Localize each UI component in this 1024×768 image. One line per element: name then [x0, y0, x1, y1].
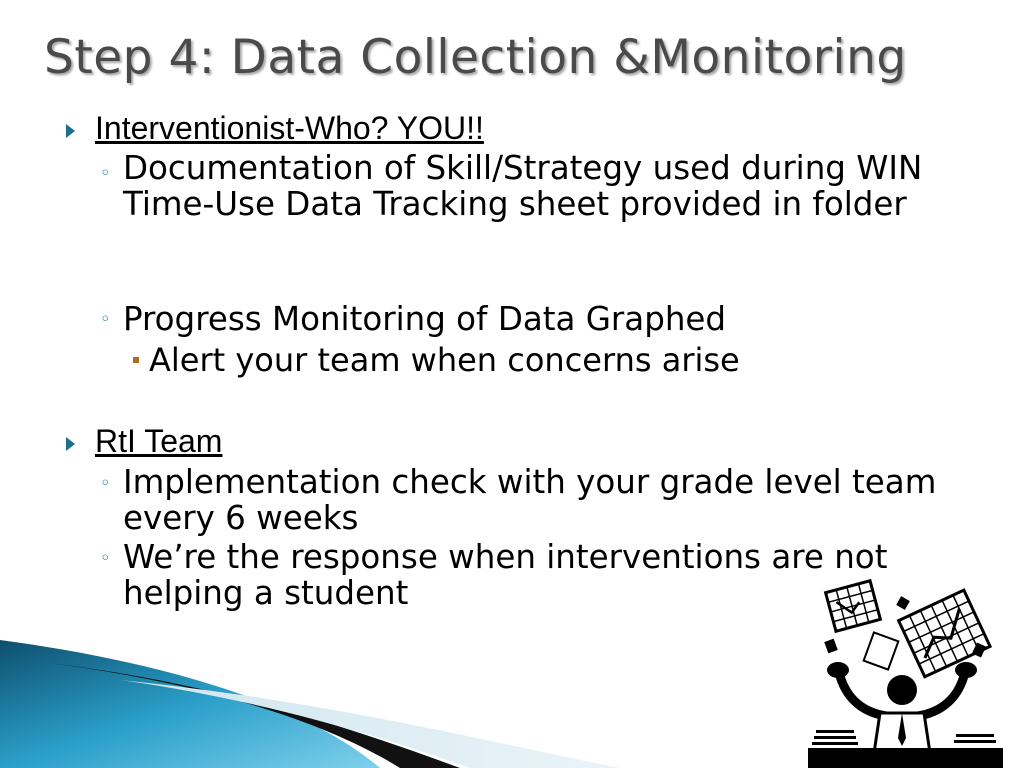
ring-bullet-icon: ◦	[100, 163, 111, 184]
ring-bullet-icon: ◦	[100, 473, 111, 494]
decorative-swoosh	[0, 640, 620, 768]
juggling-papers-person-clipart	[808, 578, 1003, 768]
slide-title: Step 4: Data Collection &Monitoring	[44, 30, 907, 85]
section-heading-rti-team: RtI Team	[95, 423, 223, 459]
square-bullet-icon	[133, 357, 139, 363]
ring-bullet-icon: ◦	[100, 309, 111, 330]
triangle-arrow-icon	[66, 437, 75, 451]
triangle-arrow-icon	[66, 124, 75, 138]
bullet-progress-monitoring: Progress Monitoring of Data Graphed	[123, 300, 727, 338]
subbullet-alert-team: Alert your team when concerns arise	[149, 341, 740, 379]
bullet-response: We’re the response when interventions are not helping a student	[123, 538, 888, 612]
ring-bullet-icon: ◦	[100, 548, 111, 569]
section-heading-interventionist: Interventionist-Who? YOU!!	[95, 110, 484, 146]
bullet-documentation: Documentation of Skill/Strategy used during WIN Time-Use Data Tracking sheet provided in folder	[123, 149, 923, 223]
bullet-implementation-check: Implementation check with your grade level team every 6 weeks	[123, 463, 937, 537]
